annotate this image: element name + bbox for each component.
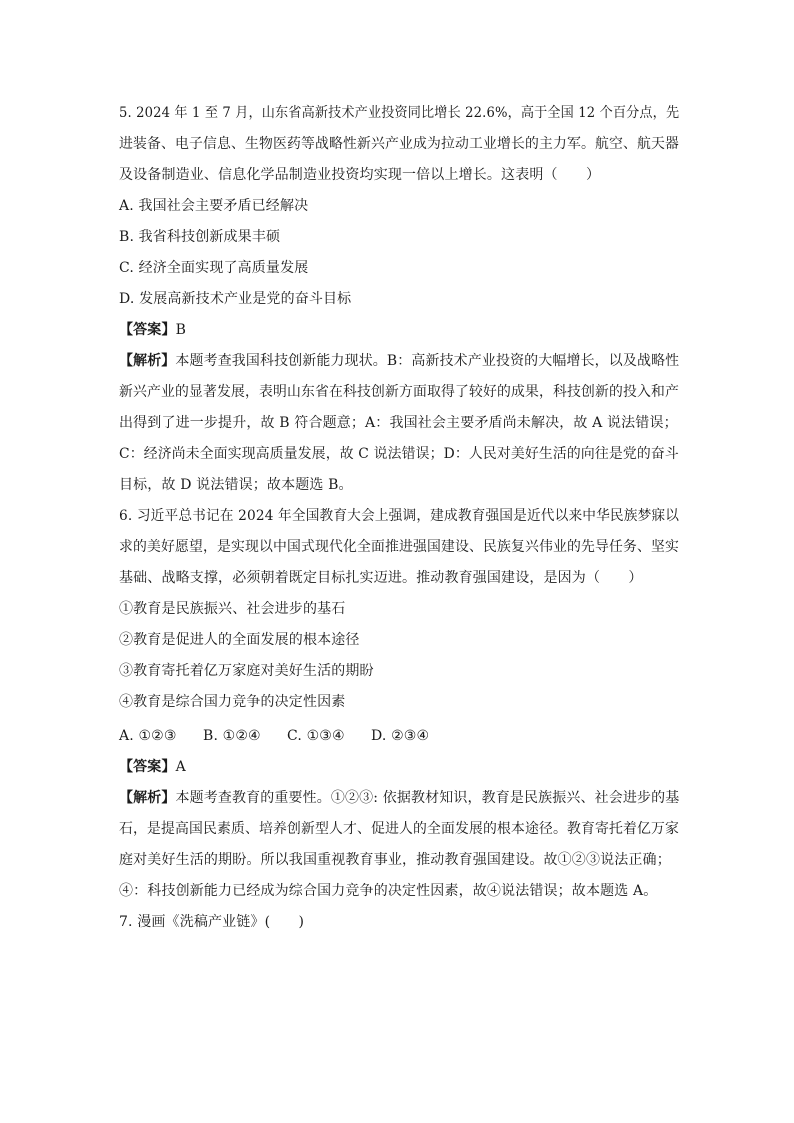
q6-stem-line-3: 基础、战略支撑，必须朝着既定目标扎实迈进。推动教育强国建设，是因为（ ） <box>119 570 643 586</box>
q5-stem-line-1: 5. 2024 年 1 至 7 月，山东省高新技术产业投资同比增长 22.6%，高于全国 12 个百分点，先 <box>119 105 680 121</box>
q5-analysis-line-2: 新兴产业的显著发展，表明山东省在科技创新方面取得了较好的成果，科技创新的投入和产 <box>119 384 680 400</box>
q5-analysis-text-1: 本题考查我国科技创新能力现状。B：高新技术产业投资的大幅增长，以及战略性 <box>175 353 680 369</box>
q6-answer-label: 【答案】 <box>119 759 176 775</box>
q6-analysis-label: 【解析】 <box>119 790 176 806</box>
q6-analysis-text-1: 本题考查教育的重要性。①②③: 依据教材知识，教育是民族振兴、社会进步的基 <box>175 790 680 806</box>
q6-item-2: ②教育是促进人的全面发展的根本途径 <box>119 632 360 648</box>
q6-option-b: B. ①②④ <box>203 728 261 744</box>
q5-answer-value: B <box>175 322 187 338</box>
q6-analysis-line-1 <box>119 788 678 808</box>
q6-options <box>119 726 679 746</box>
q6-analysis-line-3: 庭对美好生活的期盼。所以我国重视教育事业，推动教育强国建设。故①②③说法正确； <box>119 852 671 868</box>
q5-analysis-line-5: 目标，故 D 说法错误；故本题选 B。 <box>119 477 353 493</box>
q6-analysis-line-2: 石，是提高国民素质、培养创新型人才、促进人的全面发展的根本途径。教育寄托着亿万家 <box>119 821 680 837</box>
q5-option-c: C. 经济全面实现了高质量发展 <box>119 260 309 276</box>
q6-item-1: ①教育是民族振兴、社会进步的基石 <box>119 601 346 617</box>
q6-option-d: D. ②③④ <box>371 728 430 744</box>
q5-option-b: B. 我省科技创新成果丰硕 <box>119 229 281 245</box>
q5-option-a: A. 我国社会主要矛盾已经解决 <box>119 198 309 214</box>
q6-item-4: ④教育是综合国力竞争的决定性因素 <box>119 694 346 710</box>
q5-answer <box>119 320 679 340</box>
q6-analysis-line-4: ④：科技创新能力已经成为综合国力竞争的决定性因素，故④说法错误；故本题选 A。 <box>119 883 658 899</box>
q5-stem-line-2: 进装备、电子信息、生物医药等战略性新兴产业成为拉动工业增长的主力军。航空、航天器 <box>119 136 680 152</box>
q6-stem-line-2: 求的美好愿望，是实现以中国式现代化全面推进强国建设、民族复兴伟业的先导任务、坚实 <box>119 539 680 555</box>
q5-stem-line-3: 及设备制造业、信息化学品制造业投资均实现一倍以上增长。这表明（ ） <box>119 167 601 183</box>
q6-item-3: ③教育寄托着亿万家庭对美好生活的期盼 <box>119 663 374 679</box>
q6-option-c: C. ①③④ <box>287 728 345 744</box>
q6-answer <box>119 757 679 777</box>
q5-analysis-label: 【解析】 <box>119 353 176 369</box>
q6-answer-value: A <box>175 759 186 775</box>
q6-stem-line-1: 6. 习近平总书记在 2024 年全国教育大会上强调，建成教育强国是近代以来中华民族梦寐以 <box>119 508 680 524</box>
q6-option-a: A. ①②③ <box>119 728 177 744</box>
q5-option-d: D. 发展高新技术产业是党的奋斗目标 <box>119 291 352 307</box>
q7-stem: 7. 漫画《洗稿产业链》( ) <box>119 914 305 930</box>
q5-analysis-line-1 <box>119 351 680 371</box>
q5-answer-label: 【答案】 <box>119 322 176 338</box>
q5-analysis-line-3: 出得到了进一步提升，故 B 符合题意；A：我国社会主要矛盾尚未解决，故 A 说法错误； <box>119 415 678 431</box>
q5-analysis-line-4: C：经济尚未全面实现高质量发展，故 C 说法错误；D：人民对美好生活的向往是党的奋斗 <box>119 446 679 462</box>
